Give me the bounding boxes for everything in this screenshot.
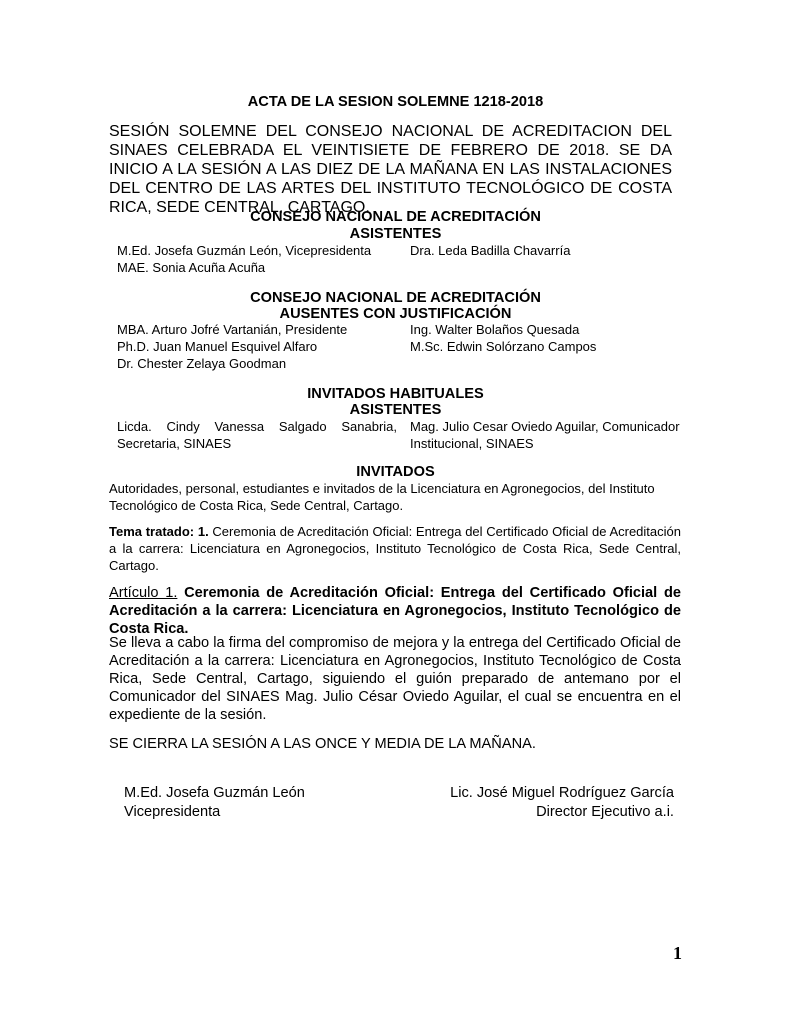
guests-text: Autoridades, personal, estudiantes e invitados de la Licenciatura en Agronegocios, del Instituto Tecnológico de Costa Rica, Sede Central, Cartago. (109, 481, 655, 513)
present-member: M.Ed. Josefa Guzmán León, Vicepresidenta (117, 243, 372, 258)
absent-member: Ing. Walter Bolaños Quesada (410, 322, 580, 337)
signature-left-role: Vicepresidenta (124, 804, 221, 820)
article-body: Se lleva a cabo la firma del compromiso de mejora y la entrega del Certificado Oficial de Acreditación a la carrera: Licenciatura en Agronegocios, Instituto Tecnológico de Costa Rica, Sede Central, Cartago, siguiendo el guión preparado de antemano por el Comunicador del SINAES Mag. Julio César Oviedo Aguilar, el cual se encuentra en el expediente de la sesión. (109, 635, 681, 723)
topic-text: Ceremonia de Acreditación Oficial: Entrega del Certificado Oficial de Acreditación a la carrera: Licenciatura en Agronegocios, Instituto Tecnológico de Costa Rica, Sede Central, Cartago. (109, 524, 681, 573)
absent-member: Ph.D. Juan Manuel Esquivel Alfaro (117, 339, 318, 354)
topic-label: Tema tratado: 1. (109, 524, 209, 539)
signature-right-name: Lic. José Miguel Rodríguez García (450, 785, 674, 801)
article-label: Artículo 1. (109, 585, 178, 601)
page-number: 1 (673, 943, 682, 963)
habitual-heading: INVITADOS HABITUALES (307, 386, 484, 402)
topic-paragraph (109, 523, 681, 574)
present-heading: CONSEJO NACIONAL DE ACREDITACIÓN (250, 209, 541, 225)
intro-paragraph: SESIÓN SOLEMNE DEL CONSEJO NACIONAL DE ACREDITACION DEL SINAES CELEBRADA EL VEINTISIETE DE FEBRERO DE 2018. SE DA INICIO A LA SESIÓN A LAS DIEZ DE LA MAÑANA EN LAS INSTALACIONES DEL CENTRO DE LAS ARTES DEL INSTITUTO TECNOLÓGICO DE COSTA RICA, SEDE CENTRAL, CARTAGO. (109, 123, 672, 216)
closing-statement: SE CIERRA LA SESIÓN A LAS ONCE Y MEDIA DE LA MAÑANA. (109, 736, 536, 752)
guests-heading: INVITADOS (356, 464, 435, 480)
habitual-guest: Licda. Cindy Vanessa Salgado Sanabria, Secretaria, SINAES (117, 419, 397, 451)
habitual-subheading: ASISTENTES (349, 402, 442, 418)
signature-left-name: M.Ed. Josefa Guzmán León (124, 785, 305, 801)
absent-member: Dr. Chester Zelaya Goodman (117, 356, 287, 371)
signature-right-role: Director Ejecutivo a.i. (536, 804, 674, 820)
article-1 (109, 584, 681, 638)
absent-heading: CONSEJO NACIONAL DE ACREDITACIÓN (250, 290, 541, 306)
absent-member: M.Sc. Edwin Solórzano Campos (410, 339, 597, 354)
present-subheading: ASISTENTES (349, 226, 442, 242)
article-title: Ceremonia de Acreditación Oficial: Entrega del Certificado Oficial de Acreditación a la carrera: Licenciatura en Agronegocios, Instituto Tecnológico de Costa Rica. (109, 585, 681, 637)
present-member: MAE. Sonia Acuña Acuña (117, 260, 266, 275)
habitual-guest: Mag. Julio Cesar Oviedo Aguilar, Comunicador Institucional, SINAES (410, 419, 680, 451)
absent-member: MBA. Arturo Jofré Vartanián, Presidente (117, 322, 348, 337)
document-title: ACTA DE LA SESION SOLEMNE 1218-2018 (247, 94, 544, 110)
present-member: Dra. Leda Badilla Chavarría (410, 243, 571, 258)
absent-subheading: AUSENTES CON JUSTIFICACIÓN (279, 306, 512, 322)
